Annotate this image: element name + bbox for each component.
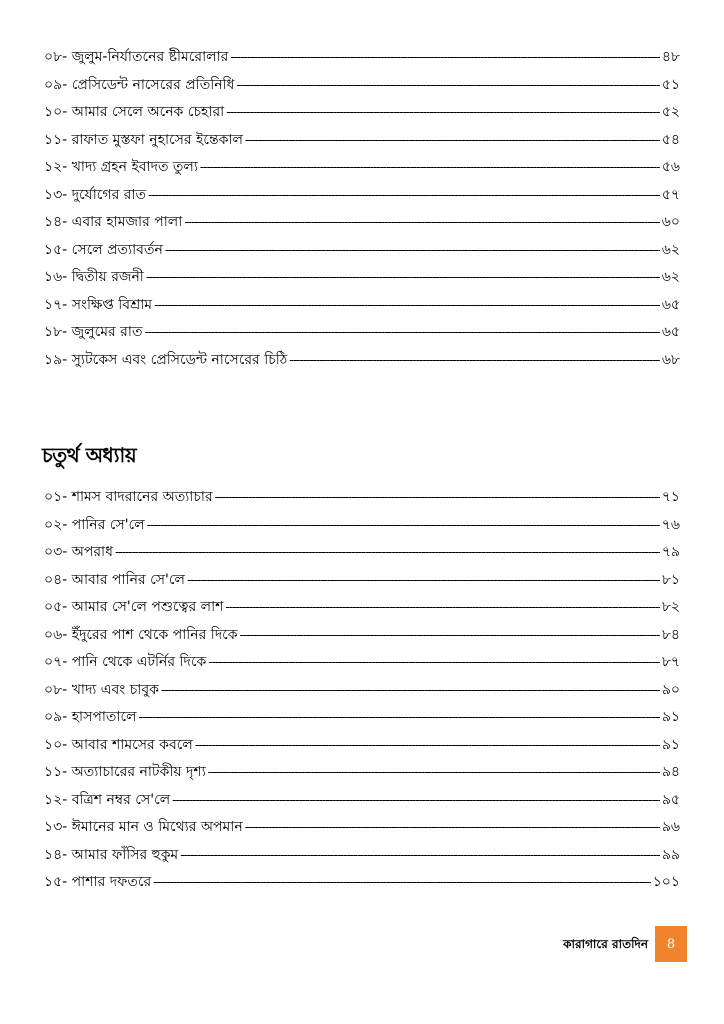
toc-entry-title: ১৪- এবার হামজার পালা — [44, 214, 183, 230]
toc-entry-page: ৫১ — [661, 76, 680, 93]
toc-entry-page: ৮২ — [661, 599, 680, 615]
dot-leader — [245, 814, 660, 842]
toc-entry-page: ৬৫ — [661, 324, 680, 340]
toc-entry-page: ৯১ — [661, 709, 680, 725]
toc-entry — [44, 649, 680, 677]
toc-entry-title: ১৭- সংক্ষিপ্ত বিশ্রাম — [44, 296, 153, 313]
toc-entry-title: ১০- আমার সেলে অনেক চেহারা — [44, 104, 225, 120]
dot-leader — [215, 484, 660, 512]
toc-entry-page: ৮৪ — [661, 626, 680, 643]
toc-entry-page: ৯৬ — [661, 819, 680, 835]
dot-leader — [240, 622, 660, 650]
dot-leader — [147, 512, 660, 540]
toc-entry-title: ১৯- স্যুটকেস এবং প্রেসিডেন্ট নাসেরের চিঠি — [44, 351, 288, 368]
toc-entry-title: ১৫- সেলে প্রত্যাবর্তন — [44, 241, 163, 258]
toc-entry-page: ৬৫ — [661, 296, 680, 313]
toc-entry-page: ৬৮ — [661, 351, 680, 368]
toc-entry — [44, 539, 680, 567]
toc-entry-title: ১৩- দুর্যোগের রাত — [44, 186, 147, 203]
chapter-heading: চতুর্থ অধ্যায় — [42, 443, 137, 467]
dot-leader — [226, 99, 660, 127]
footer-book-title: কারাগারে রাতদিন — [563, 937, 648, 951]
toc-entry — [44, 182, 680, 210]
toc-entry — [44, 237, 680, 265]
toc-entry-page: ৬০ — [661, 214, 680, 230]
toc-entry-page: ৬২ — [661, 269, 680, 285]
dot-leader — [180, 842, 660, 870]
toc-entry-title: ১০- আবার শামসের কবলে — [44, 736, 193, 753]
toc-entry — [44, 154, 680, 182]
dot-leader — [289, 347, 660, 375]
dot-leader — [187, 567, 660, 595]
toc-entry — [44, 347, 680, 375]
toc-entry — [44, 594, 680, 622]
toc-entry — [44, 869, 680, 897]
toc-entry — [44, 484, 680, 512]
dot-leader — [208, 649, 660, 677]
toc-entry — [44, 209, 680, 237]
toc-entry-page: ৭৯ — [661, 544, 680, 560]
dot-leader — [225, 594, 659, 622]
toc-entry-title: ১৮- জুলুমের রাত — [44, 324, 143, 340]
toc-entry-page: ৫৭ — [661, 186, 680, 203]
toc-upper-list — [44, 44, 680, 374]
toc-entry-title: ১৬- দ্বিতীয় রজনী — [44, 269, 144, 285]
toc-entry — [44, 44, 680, 72]
toc-entry — [44, 677, 680, 705]
dot-leader — [165, 237, 660, 265]
dot-leader — [245, 127, 660, 155]
toc-entry-page: ৮১ — [661, 571, 680, 588]
toc-entry — [44, 814, 680, 842]
toc-entry-title: ০৯- হাসপাতালে — [44, 709, 137, 725]
toc-entry-page: ৫২ — [661, 104, 680, 120]
toc-lower-list — [44, 484, 680, 897]
dot-leader — [154, 292, 660, 320]
page-number-badge: 8 — [655, 926, 687, 962]
toc-entry — [44, 99, 680, 127]
dot-leader — [153, 869, 651, 897]
dot-leader — [195, 732, 660, 760]
toc-entry-title: ০৭- পানি থেকে এটর্নির দিকে — [44, 654, 207, 670]
dot-leader — [146, 264, 660, 292]
toc-entry-page: ৯৪ — [661, 764, 680, 780]
toc-entry — [44, 787, 680, 815]
toc-entry — [44, 292, 680, 320]
toc-entry — [44, 319, 680, 347]
toc-entry-title: ০৬- ইঁদুরের পাশ থেকে পানির দিকে — [44, 626, 238, 643]
dot-leader — [230, 44, 659, 72]
toc-entry — [44, 127, 680, 155]
toc-entry-title: ০২- পানির সে'লে — [44, 516, 145, 533]
toc-entry-page: ৯০ — [661, 681, 680, 698]
toc-entry-page: ৪৮ — [661, 49, 680, 65]
dot-leader — [208, 759, 660, 787]
toc-entry — [44, 567, 680, 595]
toc-entry-title: ০৮- জুলুম-নির্যাতনের ষ্টীমরোলার — [44, 49, 229, 65]
toc-entry-title: ১৩- ঈমানের মান ও মিথ্যের অপমান — [44, 819, 243, 835]
toc-entry-page: ৫৪ — [661, 131, 680, 148]
toc-entry-title: ১১- রাফাত মুস্তফা নুহাসের ইন্তেকাল — [44, 131, 243, 148]
toc-entry-title: ০৫- আমার সে'লে পশুত্বের লাশ — [44, 599, 224, 615]
toc-entry — [44, 704, 680, 732]
toc-entry-page: ৯৯ — [661, 846, 680, 863]
dot-leader — [139, 704, 660, 732]
toc-entry-title: ১২- বত্রিশ নম্বর সে'লে — [44, 791, 171, 808]
dot-leader — [172, 787, 660, 815]
toc-entry-title: ১১- অত্যাচারের নাটকীয় দৃশ্য — [44, 764, 206, 780]
toc-entry-page: ৭৬ — [661, 516, 680, 533]
toc-entry-page: ১০১ — [652, 874, 680, 890]
toc-entry-title: ০৮- খাদ্য এবং চাবুক — [44, 681, 159, 698]
dot-leader — [184, 209, 659, 237]
toc-entry-page: ৮৭ — [661, 654, 680, 670]
dot-leader — [161, 677, 660, 705]
toc-entry-page: ৯১ — [661, 736, 680, 753]
toc-entry — [44, 622, 680, 650]
toc-entry-title: ১৫- পাশার দফতরে — [44, 874, 152, 890]
toc-entry — [44, 72, 680, 100]
dot-leader — [200, 154, 660, 182]
toc-entry-title: ০৪- আবার পানির সে'লে — [44, 571, 185, 588]
toc-entry-title: ০৩- অপরাধ — [44, 544, 113, 560]
toc-entry-page: ৬২ — [661, 241, 680, 258]
toc-entry-title: ০৯- প্রেসিডেন্ট নাসেরের প্রতিনিধি — [44, 76, 235, 93]
dot-leader — [115, 539, 660, 567]
toc-entry — [44, 264, 680, 292]
toc-entry-title: ১৪- আমার ফাঁসির হুকুম — [44, 846, 179, 863]
dot-leader — [236, 72, 659, 100]
toc-entry-title: ০১- শামস বাদরানের অত্যাচার — [44, 489, 213, 505]
toc-entry — [44, 732, 680, 760]
dot-leader — [144, 319, 659, 347]
toc-entry-page: ৫৬ — [661, 159, 680, 175]
toc-entry — [44, 842, 680, 870]
toc-entry — [44, 512, 680, 540]
toc-entry-title: ১২- খাদ্য গ্রহন ইবাদত তুল্য — [44, 159, 198, 175]
dot-leader — [148, 182, 660, 210]
toc-entry-page: ৭১ — [661, 489, 680, 505]
toc-entry-page: ৯৫ — [661, 791, 680, 808]
toc-entry — [44, 759, 680, 787]
